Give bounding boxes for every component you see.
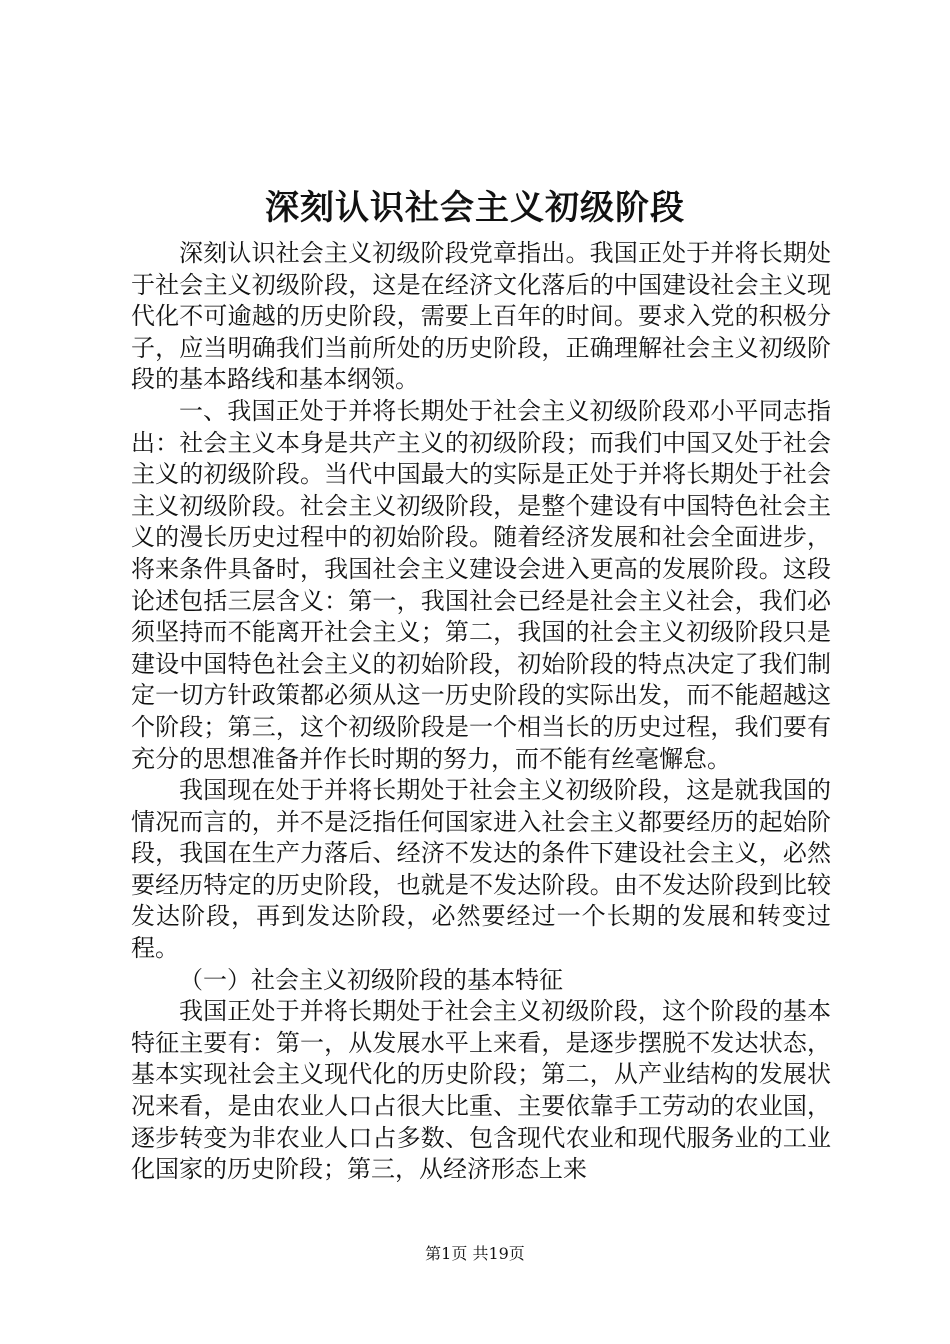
paragraph: 深刻认识社会主义初级阶段党章指出。我国正处于并将长期处于社会主义初级阶段，这是在经济文化落后的中国建设社会主义现代化不可逾越的历史阶段，需要上百年的时间。要求入党的积极分子，应当明确我们当前所处的历史阶段，正确理解社会主义初级阶段的基本路线和基本纲领。: [131, 239, 831, 394]
section-heading: （一）社会主义初级阶段的基本特征: [179, 965, 563, 994]
paragraph: 一、我国正处于并将长期处于社会主义初级阶段邓小平同志指出：社会主义本身是共产主义的初级阶段；而我们中国又处于社会主义的初级阶段。当代中国最大的实际是正处于并将长期处于社会主义初级阶段。社会主义初级阶段，是整个建设有中国特色社会主义的漫长历史过程中的初始阶段。随着经济发展和社会全面进步，将来条件具备时，我国社会主义建设会进入更高的发展阶段。这段论述包括三层含义：第一，我国社会已经是社会主义社会，我们必须坚持而不能离开社会主义；第二，我国的社会主义初级阶段只是建设中国特色社会主义的初始阶段，初始阶段的特点决定了我们制定一切方针政策都必须从这一历史阶段的实际出发，而不能超越这个阶段；第三，这个初级阶段是一个相当长的历史过程，我们要有充分的思想准备并作长时期的努力，而不能有丝毫懈怠。: [131, 396, 831, 773]
document-title: 深刻认识社会主义初级阶段: [265, 188, 685, 228]
paragraph: 我国现在处于并将长期处于社会主义初级阶段，这是就我国的情况而言的，并不是泛指任何国家进入社会主义都要经历的起始阶段，我国在生产力落后、经济不发达的条件下建设社会主义，必然要经历特定的历史阶段，也就是不发达阶段。由不发达阶段到比较发达阶段，再到发达阶段，必然要经过一个长期的发展和转变过程。: [131, 776, 831, 963]
paragraph: 我国正处于并将长期处于社会主义初级阶段，这个阶段的基本特征主要有：第一，从发展水平上来看，是逐步摆脱不发达状态，基本实现社会主义现代化的历史阶段；第二，从产业结构的发展状况来看，是由农业人口占很大比重、主要依靠手工劳动的农业国，逐步转变为非农业人口占多数、包含现代农业和现代服务业的工业化国家的历史阶段；第三，从经济形态上来: [131, 997, 831, 1184]
page-number-footer: 第1页 共19页: [425, 1244, 525, 1263]
document-body: [131, 238, 831, 1186]
